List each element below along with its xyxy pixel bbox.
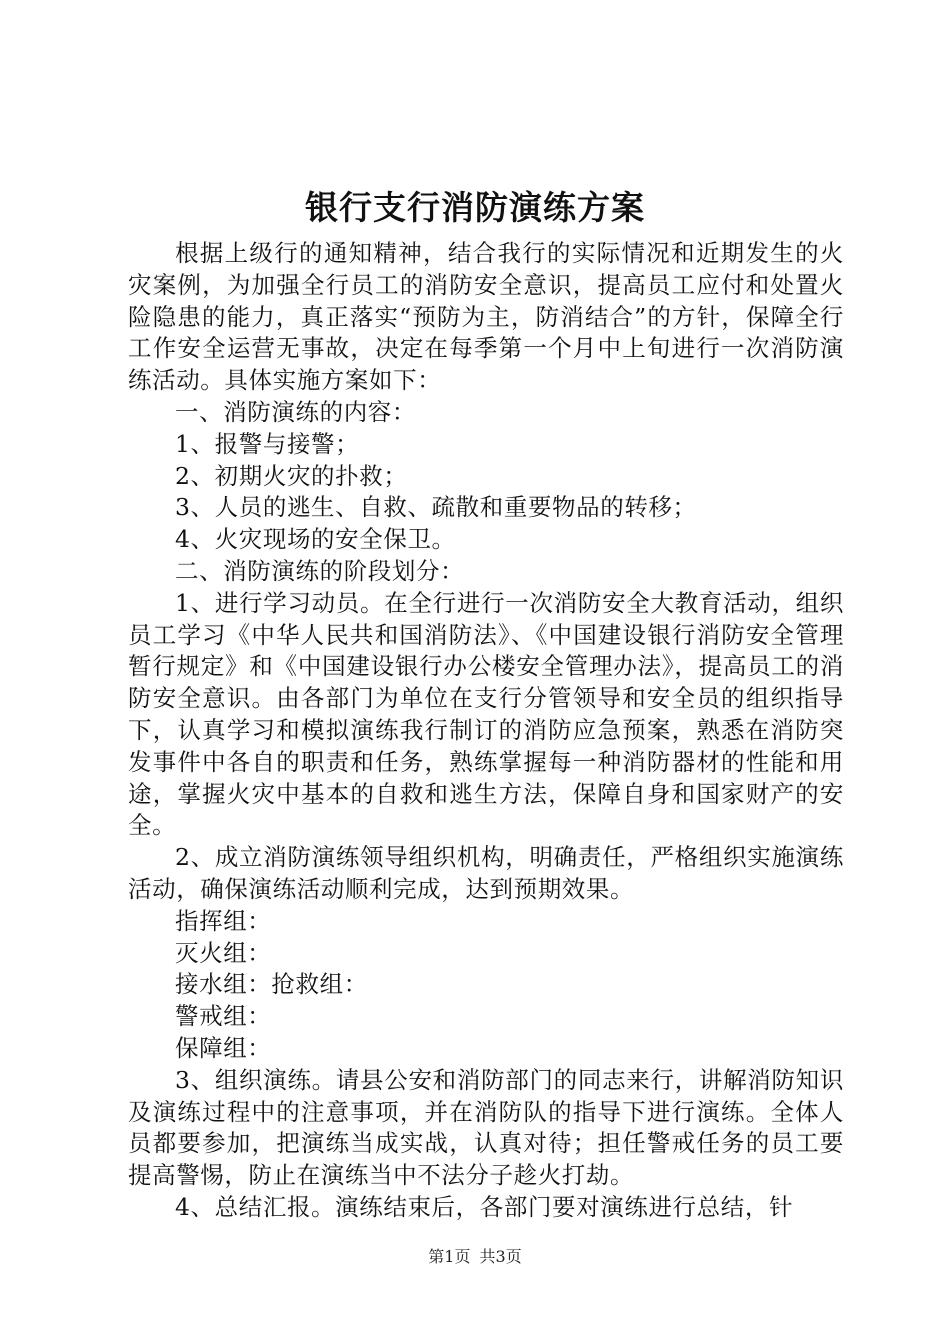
group-item-guard: 警戒组： — [175, 1002, 272, 1031]
document-title: 银行支行消防演练方案 — [305, 188, 645, 227]
section-heading-content: 一、消防演练的内容： — [175, 397, 416, 426]
group-item-firefighting: 灭火组： — [175, 938, 272, 967]
paragraph-stage-2: 2、成立消防演练领导组织机构，明确责任，严格组织实施演练活动，确保演练活动顺利完成，达到预期效果。 — [128, 843, 844, 903]
group-item-water-rescue: 接水组：抢救组： — [175, 970, 368, 999]
list-item: 2、初期火灾的扑救； — [175, 461, 408, 490]
paragraph-intro: 根据上级行的通知精神，结合我行的实际情况和近期发生的火灾案例，为加强全行员工的消防安全意识，提高员工应付和处置火险隐患的能力，真正落实“预防为主，防消结合”的方针，保障全行工作安全运营无事故，决定在每季第一个月中上旬进行一次消防演练活动。具体实施方案如下： — [128, 239, 844, 395]
paragraph-stage-1: 1、进行学习动员。在全行进行一次消防安全大教育活动，组织员工学习《中华人民共和国消防法》、《中国建设银行消防安全管理暂行规定》和《中国建设银行办公楼安全管理办法》，提高员工的消防安全意识。由各部门为单位在支行分管领导和安全员的组织指导下，认真学习和模拟演练我行制订的消防应急预案，熟悉在消防突发事件中各自的职责和任务，熟练掌握每一种消防器材的性能和用途，掌握火灾中基本的自救和逃生方法，保障自身和国家财产的安全。 — [128, 588, 844, 840]
page-total: 共3页 — [479, 1247, 522, 1266]
paragraph-stage-3: 3、组织演练。请县公安和消防部门的同志来行，讲解消防知识及演练过程中的注意事项，并在消防队的指导下进行演练。全体人员都要参加，把演练当成实战，认真对待；担任警戒任务的员工要提高警惕，防止在演练当中不法分子趁火打劫。 — [128, 1065, 844, 1190]
paragraph-stage-4: 4、总结汇报。演练结束后，各部门要对演练进行总结，针 — [175, 1192, 794, 1221]
list-item: 1、报警与接警； — [175, 429, 360, 458]
document-body — [128, 238, 844, 1224]
list-item: 3、人员的逃生、自救、疏散和重要物品的转移； — [175, 493, 697, 522]
section-heading-stages: 二、消防演练的阶段划分： — [175, 556, 465, 585]
page-number: 第1页 — [428, 1247, 471, 1266]
group-item-support: 保障组： — [175, 1033, 272, 1062]
list-item: 4、火灾现场的安全保卫。 — [175, 525, 456, 554]
group-item-command: 指挥组： — [175, 906, 272, 935]
page-footer — [0, 1247, 950, 1267]
